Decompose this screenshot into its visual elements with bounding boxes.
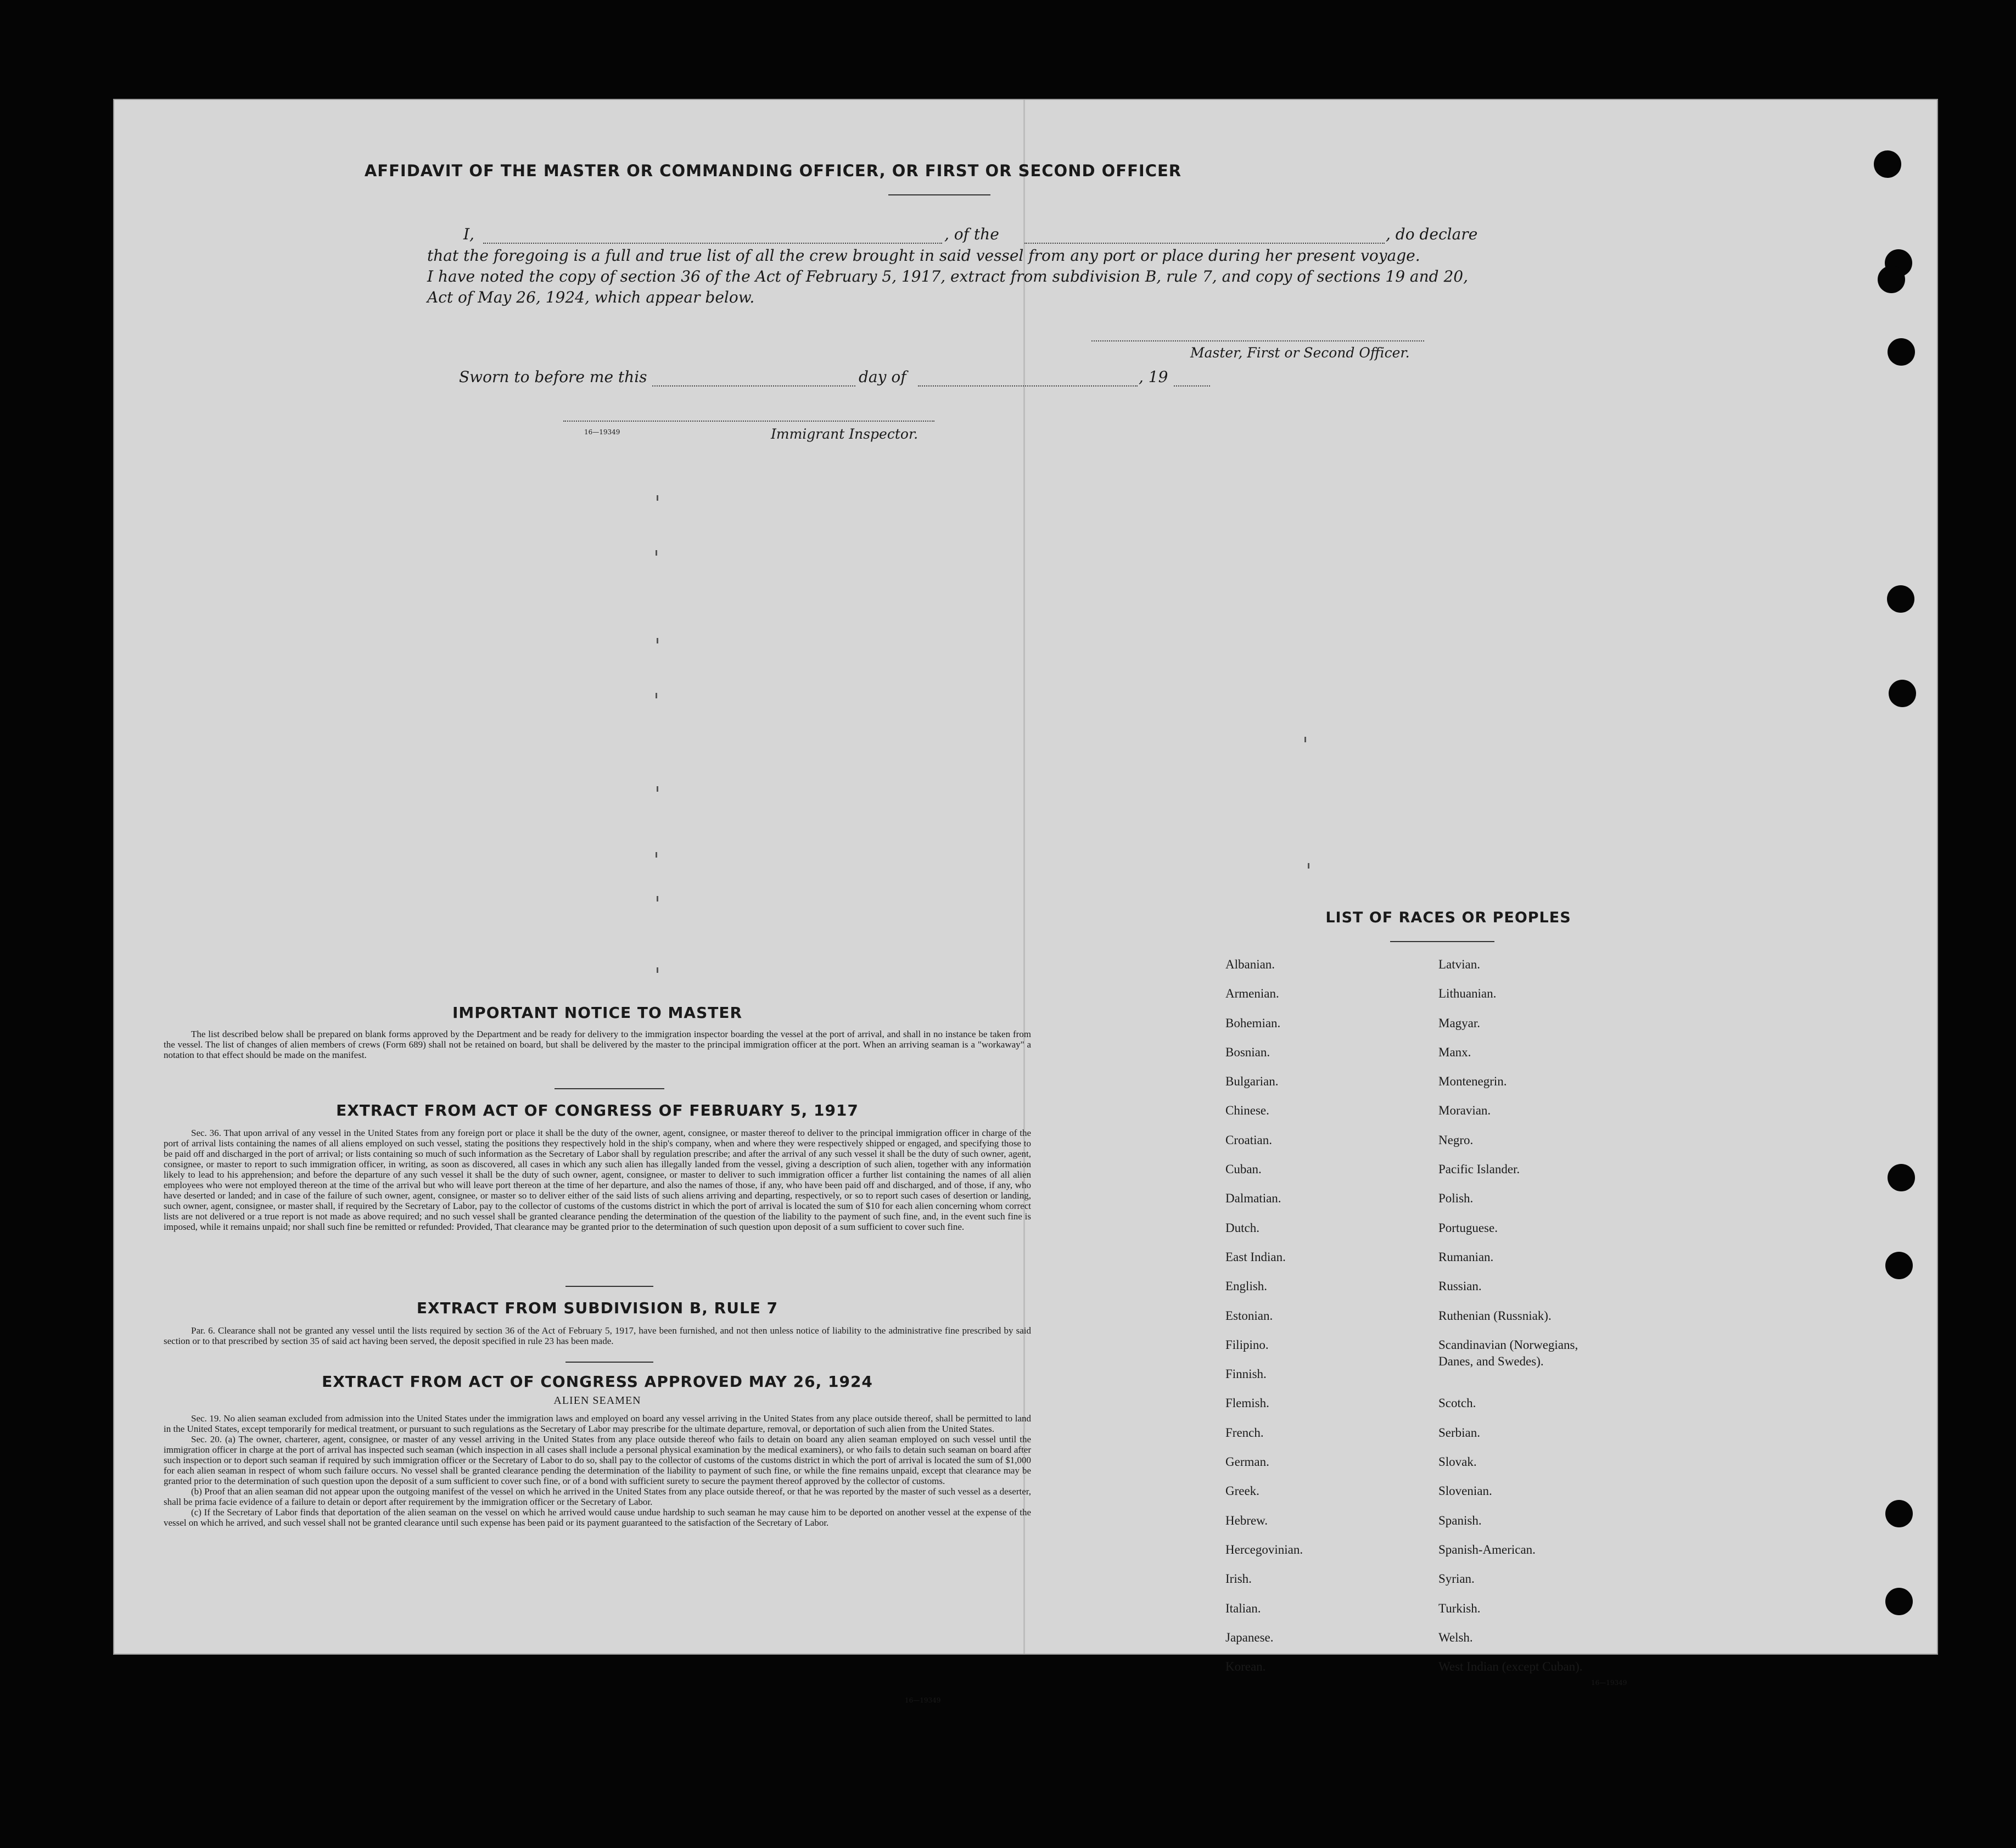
race-item: Hebrew.: [1225, 1513, 1268, 1527]
divider-1: [555, 1088, 664, 1089]
race-item: East Indian.: [1225, 1250, 1286, 1264]
alien-seamen-subtitle: ALIEN SEAMEN: [553, 1395, 641, 1407]
race-item: Syrian.: [1438, 1572, 1475, 1586]
document-sheet: [113, 99, 1938, 1704]
race-item: French.: [1225, 1425, 1264, 1440]
race-item: Spanish.: [1438, 1513, 1482, 1527]
race-item: Latvian.: [1438, 957, 1480, 971]
race-item: Russian.: [1438, 1279, 1482, 1293]
race-item: Japanese.: [1225, 1630, 1274, 1644]
punch-hole: [1887, 585, 1914, 613]
race-item: Armenian.: [1225, 987, 1279, 1001]
race-item: Portuguese.: [1438, 1220, 1498, 1235]
punch-hole: [1885, 1252, 1913, 1279]
race-item: Moravian.: [1438, 1104, 1491, 1118]
sworn-text: Sworn to before me this: [459, 368, 647, 386]
punch-hole: [1888, 338, 1915, 366]
vessel-blank[interactable]: [1024, 243, 1385, 244]
extract-form-number: 16—19349: [905, 1696, 941, 1704]
affidavit-line1: [463, 225, 1561, 247]
race-item: Slovak.: [1438, 1455, 1477, 1469]
race-item: Scotch.: [1438, 1396, 1476, 1410]
year-blank[interactable]: [1174, 385, 1210, 387]
race-item: Flemish.: [1225, 1396, 1269, 1410]
race-item: Montenegrin.: [1438, 1074, 1507, 1089]
race-item: Manx.: [1438, 1045, 1471, 1059]
divider-2: [565, 1286, 653, 1287]
race-item: Scandinavian (Norwegians, Danes, and Swedes).: [1438, 1337, 1578, 1368]
signature-blank[interactable]: [1091, 340, 1424, 341]
race-item: Bosnian.: [1225, 1045, 1270, 1059]
race-item: Turkish.: [1438, 1601, 1481, 1615]
affidavit-i: I,: [463, 225, 474, 243]
affidavit-line2: that the foregoing is a full and true list of all the crew brought in said vessel from any port or place during her present voyage.: [427, 247, 1420, 265]
race-item: Bohemian.: [1225, 1016, 1281, 1030]
race-item: Italian.: [1225, 1601, 1261, 1615]
race-item: Filipino.: [1225, 1337, 1269, 1352]
race-item: Korean.: [1225, 1660, 1266, 1674]
race-item: Greek.: [1225, 1484, 1259, 1498]
affidavit-of-the: , of the: [944, 225, 999, 243]
race-item: Dalmatian.: [1225, 1191, 1281, 1206]
rule7-body: Par. 6. Clearance shall not be granted any vessel until the lists required by section 36 of the Act of February 5, 1917, have been furnished, and not then unless notice of liability to the administrative fine prescribed by said section or to that prescribed by section 35 of said act having been served, the deposit specified in rule 23 has been made.: [164, 1325, 1031, 1346]
title-underline: [888, 194, 990, 195]
race-item: German.: [1225, 1455, 1269, 1469]
race-item: Rumanian.: [1438, 1250, 1494, 1264]
rule7-title: EXTRACT FROM SUBDIVISION B, RULE 7: [416, 1299, 779, 1317]
day-blank[interactable]: [652, 385, 855, 387]
name-blank[interactable]: [483, 243, 942, 244]
race-item: Ruthenian (Russniak).: [1438, 1308, 1552, 1323]
extract-1917-title: EXTRACT FROM ACT OF CONGRESS OF FEBRUARY 5, 1917: [336, 1101, 859, 1119]
race-item: Irish.: [1225, 1572, 1252, 1586]
races-title: LIST OF RACES OR PEOPLES: [1325, 909, 1571, 926]
race-item: Dutch.: [1225, 1220, 1259, 1235]
extract-1924-title: EXTRACT FROM ACT OF CONGRESS APPROVED MAY 26, 1924: [322, 1373, 873, 1391]
race-item: Welsh.: [1438, 1630, 1473, 1644]
race-item: Polish.: [1438, 1191, 1474, 1206]
races-form-number: 16—19349: [1591, 1679, 1627, 1687]
races-underline: [1390, 941, 1494, 942]
inspector-label: Immigrant Inspector.: [771, 426, 919, 442]
race-item: Lithuanian.: [1438, 987, 1497, 1001]
race-item: Croatian.: [1225, 1133, 1272, 1147]
race-item: Negro.: [1438, 1133, 1474, 1147]
sworn-line: [459, 368, 1337, 390]
inspector-blank[interactable]: [563, 421, 934, 422]
race-item: West Indian (except Cuban).: [1438, 1660, 1583, 1674]
race-item: Serbian.: [1438, 1425, 1481, 1440]
races-left-column: [1225, 956, 1434, 1688]
race-item: Pacific Islander.: [1438, 1162, 1520, 1177]
notice-body: The list described below shall be prepared on blank forms approved by the Department and be ready for delivery to the immigration inspector boarding the vessel at the port of arrival, and shall in no instance be taken from the vessel. The list of changes of alien members of crews (Form 689) shall not be retained on board, but shall be delivered by the master to the principal immigration officer at the port. When an arriving seaman is a "workaway" a notation to that effect should be made on the manifest.: [164, 1029, 1031, 1060]
punch-hole: [1885, 1500, 1913, 1527]
race-item: Albanian.: [1225, 957, 1275, 971]
race-item: Bulgarian.: [1225, 1074, 1279, 1089]
notice-title: IMPORTANT NOTICE TO MASTER: [452, 1004, 743, 1022]
signature-label: Master, First or Second Officer.: [1190, 345, 1410, 361]
race-item: Cuban.: [1225, 1162, 1262, 1177]
race-item: English.: [1225, 1279, 1268, 1293]
divider-3: [565, 1362, 653, 1363]
month-blank[interactable]: [918, 385, 1138, 387]
affidavit-line4: Act of May 26, 1924, which appear below.: [427, 288, 755, 306]
punch-hole: [1878, 266, 1905, 293]
extract-1924-body: Sec. 19. No alien seaman excluded from admission into the United States under the immigration laws and employed on board any vessel arriving in the United States from any place outside thereof, shall be permitted to land in the United States, except temporarily for medical treatment, or pursuant to such regulations as the Secretary of Labor may prescribe for the ultimate departure, removal, or deportation of such alien from the United States. Sec. 20. (a) The owner, charterer, agent, consignee, or master of any vessel arriving in the United States from any place outside thereof who fails to detain on board any alien seaman employed on such vessel until the immigration officer in charge at the port of arrival has inspected such seaman (which inspection in all cases shall include a personal physical examination by the medical examiners), or who fails to detain such seaman on board after such inspection or to deport such seaman if required by such immigration officer or the Secretary of Labor to do so, shall pay to the collector of customs of the customs district in which the port of arrival is located the sum of $1,000 for each alien seaman in respect of whom such failure occurs. No vessel shall be granted clearance pending the determination of the liability to payment of such fine, or while the fine remains unpaid, except that clearance may be granted prior to the determination of such question upon the deposit of a sum sufficient to cover such fine, or of a bond with sufficient surety to secure the payment thereof approved by the collector of customs. (b) Proof that an alien seaman did not appear upon the outgoing manifest of the vessel on which he arrived in the United States from any place outside thereof, or that he was reported by the master of such vessel as a deserter, shall be prima facie evidence of a failure to detain or deport after requirement by the immigration officer or the Secretary of Labor. (c) If the Secretary of Labor finds that deportation of the alien seaman on the vessel on which he arrived would cause undue hardship to such seaman he may cause him to be deported on another vessel at the expense of the vessel on which he arrived, and such vessel shall not be granted clearance until such expense has been paid or its payment guaranteed to the satisfaction of the Secretary of Labor.: [164, 1413, 1031, 1528]
race-item: Estonian.: [1225, 1308, 1273, 1323]
races-right-column: [1438, 956, 1680, 1688]
race-item: Magyar.: [1438, 1016, 1481, 1030]
race-item: Chinese.: [1225, 1104, 1269, 1118]
race-item: Spanish-American.: [1438, 1542, 1536, 1556]
affidavit-declare: , do declare: [1386, 225, 1478, 243]
affidavit-form-number: 16—19349: [584, 428, 620, 436]
extract-1917-body: Sec. 36. That upon arrival of any vessel in the United States from any foreign port or place it shall be the duty of the owner, agent, consignee, or master thereof to deliver to the principal immigration officer in charge of the port of arrival lists containing the names of all aliens employed on such vessel, stating the positions they respectively hold in the ship's company, when and where they were respectively shipped or engaged, and specifying those to be paid off and discharged in the port of arrival; or lists containing so much of such information as the Secretary of Labor shall by regulation prescribe; and after the arrival of any such vessel it shall be the duty of such owner, agent, consignee, or master to report to such immigration officer, in writing, as soon as discovered, all cases in which any such alien has illegally landed from the vessel, giving a description of such alien, together with any information likely to lead to his apprehension; and before the departure of any such vessel it shall be the duty of such owner, agent, consignee, or master to deliver to such immigration officer a further list containing the names of all alien employees who were not employed thereon at the time of the arrival but who will leave port thereon at the time of her departure, and also the names of those, if any, who have been paid off and discharged, and of those, if any, who have deserted or landed; and in case of the failure of such owner, agent, consignee, or master so to deliver either of the said lists of such aliens arriving and departing, respectively, or so to report such cases of desertion or landing, such owner, agent, consignee, or master shall, if required by the Secretary of Labor, pay to the collector of customs of the customs district in which the port of arrival is located the sum of $10 for each alien concerning whom correct lists are not delivered or a true report is not made as above required; and no such vessel shall be granted clearance pending the determination of the question of the liability to the payment of such fine, and, in the event such fine is imposed, while it remains unpaid; nor shall such fine be remitted or refunded: Provided, That clearance may be granted prior to the determination of such question upon deposit of a sum sufficient to cover such fine.: [164, 1128, 1031, 1232]
day-of-text: day of: [859, 368, 906, 386]
race-item: Finnish.: [1225, 1367, 1267, 1381]
punch-hole: [1885, 1588, 1913, 1615]
affidavit-line3: I have noted the copy of section 36 of the Act of February 5, 1917, extract from subdivision B, rule 7, and copy of sections 19 and 20,: [427, 267, 1469, 285]
punch-hole: [1889, 680, 1916, 707]
year-text: , 19: [1139, 368, 1168, 386]
race-item: Hercegovinian.: [1225, 1542, 1303, 1556]
affidavit-title: AFFIDAVIT OF THE MASTER OR COMMANDING OFFICER, OR FIRST OR SECOND OFFICER: [364, 161, 1182, 180]
race-item: Slovenian.: [1438, 1484, 1492, 1498]
punch-hole: [1888, 1164, 1915, 1191]
punch-hole: [1874, 150, 1901, 178]
